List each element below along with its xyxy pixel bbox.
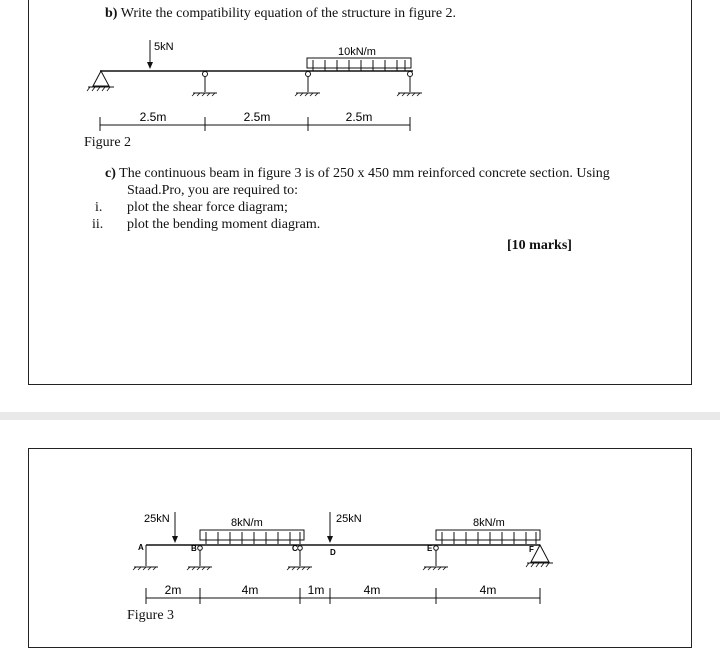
question-b <box>105 6 456 22</box>
figure-3-caption: Figure 3 <box>127 608 175 623</box>
fig2-udl-label: 10kN/m <box>338 46 376 58</box>
marks-label: [10 marks] <box>507 238 572 253</box>
node-f: F <box>529 545 534 554</box>
fig3-load1-label: 25kN <box>144 513 170 525</box>
question-c-text1: The continuous beam in figure 3 is of 250 x 450 mm reinforced concrete section. Using <box>119 166 610 181</box>
fig3-span-3: 1m <box>307 583 325 597</box>
list-num-2: ii. <box>92 217 104 232</box>
list-item-1: plot the shear force diagram; <box>127 200 288 215</box>
page-separator <box>0 412 720 420</box>
node-d: D <box>330 548 336 557</box>
node-b: B <box>191 544 197 553</box>
fig2-span-1: 2.5m <box>139 110 167 124</box>
fig3-span-5: 4m <box>479 583 497 597</box>
node-c: C <box>292 544 298 553</box>
fig3-udl1-label: 8kN/m <box>231 517 263 529</box>
fig2-pin-support <box>93 71 109 86</box>
question-c-line2: Staad.Pro, you are required to: <box>127 183 299 198</box>
question-b-label: b) <box>105 6 118 21</box>
figure-2-diagram <box>0 30 720 135</box>
list-num-1: i. <box>95 200 103 215</box>
question-c-label: c) <box>105 166 116 181</box>
node-a: A <box>138 543 144 552</box>
fig3-load2-label: 25kN <box>336 513 362 525</box>
figure-3-diagram <box>0 505 720 605</box>
list-item-2: plot the bending moment diagram. <box>127 217 321 232</box>
fig3-udl2-label: 8kN/m <box>473 517 505 529</box>
fig2-udl-arrows <box>313 60 405 71</box>
fig3-span-1: 2m <box>164 583 182 597</box>
fig3-span-2: 4m <box>241 583 259 597</box>
fig2-point-load-label: 5kN <box>154 41 174 53</box>
fig2-udl-block <box>307 58 411 68</box>
node-e: E <box>427 544 433 553</box>
fig2-span-2: 2.5m <box>243 110 271 124</box>
figure-2-caption: Figure 2 <box>84 135 132 150</box>
fig2-span-3: 2.5m <box>345 110 373 124</box>
question-b-text: Write the compatibility equation of the structure in figure 2. <box>120 6 457 21</box>
fig3-span-4: 4m <box>363 583 381 597</box>
question-c-line1 <box>105 166 610 182</box>
